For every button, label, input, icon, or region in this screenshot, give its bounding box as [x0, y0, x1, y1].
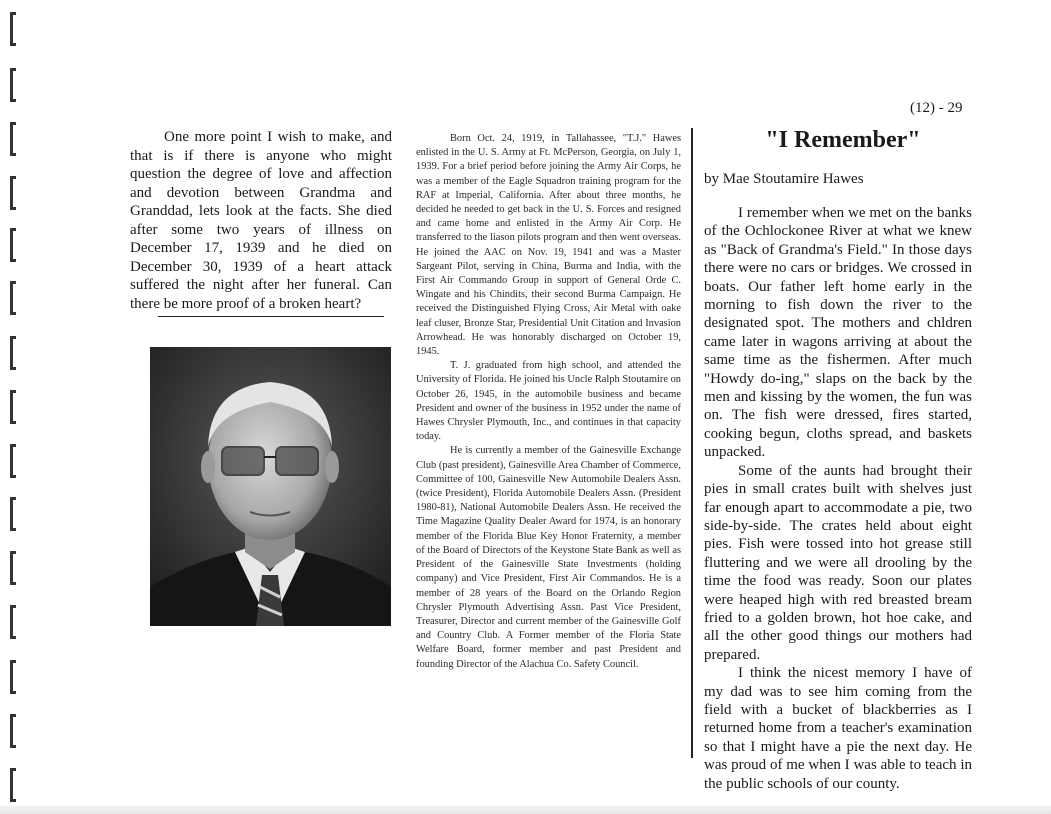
- binding-mark: [10, 714, 16, 748]
- binding-mark: [10, 768, 16, 802]
- byline: by Mae Stoutamire Hawes: [704, 171, 864, 187]
- binding-mark: [10, 176, 16, 210]
- binding-mark: [10, 68, 16, 102]
- portrait-image: [150, 347, 391, 626]
- binding-mark: [10, 228, 16, 262]
- binding-mark: [10, 390, 16, 424]
- binding-mark: [10, 12, 16, 46]
- biography-paragraph: T. J. graduated from high school, and attended the University of Florida. He joined his Uncle Ralph Stoutamire on October 26, 1945, in the automobile business and became President and owner of the business in 1952 under the name of Hawes Chrysler Plymouth, Inc., and continues in that capacity today.: [416, 360, 681, 443]
- binding-mark: [10, 122, 16, 156]
- middle-column: [416, 132, 681, 672]
- story-paragraph: I remember when we met on the banks of the Ochlockonee River at what we knew as "Back of Grandma's Field." In those days there were no cars or bridges. We crossed in boats. Our father left home early in the morning to fish down the river to the designated spot. The mothers and chldren came later in wagons arriving at about the same time as the fishermen. After much "Howdy do-ing," slaps on the back by the men and kissing by the women, the fun was on. The fish were dressed, fires started, cooking begun, cloths spread, and baskets unpacked.: [704, 205, 972, 461]
- right-column: [704, 204, 972, 793]
- biography-paragraph: He is currently a member of the Gainesville Exchange Club (past president), Gainesville Area Chamber of Commerce, Committee of 100, Gainesville New Automobile Dealers Assn. (twice President), Florida Automobile Dealers Assn. (President 1980-81), National Automobile Dealers Assn. He received the Time Magazine Quality Dealer Award for 1974, is an honorary member of the Florida Blue Key Honor Fraternity, a member of the Board of Directors of the Keystone State Bank as well as President of the Gainesville State Investments (holding company) and Vice President, First Air Commandos. He is a member of 28 years of the Board on the Orlando Region Chrysler Plymouth Advertising Assn. Past Vice President, Treasurer, Director and current member of the Gainesville Golf and Country Club. A Former member of the Floria State Welfare Board, former member and past President and founding Director of the Alachua Co. Safety Council.: [416, 445, 681, 670]
- story-paragraph: I think the nicest memory I have of my dad was to see him coming from the field with a bucket of blackberries as I returned home from a teacher's examination so that I might have a pie the next day. He was proud of me when I was able to teach in the public schools of our county.: [704, 665, 972, 792]
- article-title: "I Remember": [765, 127, 921, 153]
- binding-mark: [10, 660, 16, 694]
- binding-mark: [10, 497, 16, 531]
- binding-mark: [10, 336, 16, 370]
- page-edge: [0, 806, 1051, 814]
- column-divider: [691, 128, 693, 758]
- story-paragraph: Some of the aunts had brought their pies in small crates built with shelves just far enough apart to accommodate a pie, two side-by-side. The crates held about eight pies. Fish were tossed into hot grease still fluttering and we were all drooling by the time the food was ready. Soon our plates were heaped high with red breasted bream fried to a golden brown, hot hoe cake, and all the other good things our mothers had prepared.: [704, 462, 972, 663]
- page-number: (12) - 29: [910, 100, 963, 116]
- portrait-photo: [150, 347, 391, 626]
- binding-mark: [10, 605, 16, 639]
- biography-paragraph: Born Oct. 24, 1919, in Tallahassee, "T.J." Hawes enlisted in the U. S. Army at Ft. McPerson, Georgia, on July 1, 1939. For a brief period before joining the Army Air Corps, he was a member of the Eagle Squadron training program for the RAF at Imperial, California. After about three months, he decided he needed to get back in the U. S. Forces and resigned and came home and enlisted in the Army Air Corp. He transferred to the liason pilots program and then went overseas. He joined the AAC on Nov. 19, 1941 and was a Master Sargeant Pilot, serving in China, Burma and India, with the First Air Commando Group in support of General Orde C. Wingate and his Chindits, their second Burma Campaign. He received the Distinguished Flying Cross, Air Metal with oake leaf cluser, Bronze Star, Presidential Unit Citation and Invasion Arrowhead. He was honorably discharged on October 19, 1945.: [416, 133, 681, 358]
- binding-mark: [10, 281, 16, 315]
- section-divider: [158, 316, 384, 317]
- binding-mark: [10, 444, 16, 478]
- left-column: [130, 128, 392, 313]
- binding-mark: [10, 551, 16, 585]
- closing-paragraph: One more point I wish to make, and that is if there is anyone who might question the degree of love and affection and devotion between Grandma and Granddad, lets look at the facts. She died after some two years of illness on December 17, 1939 and he died on December 30, 1939 of a heart attack suffered the night after her funeral. Can there be more proof of a broken heart?: [130, 129, 392, 312]
